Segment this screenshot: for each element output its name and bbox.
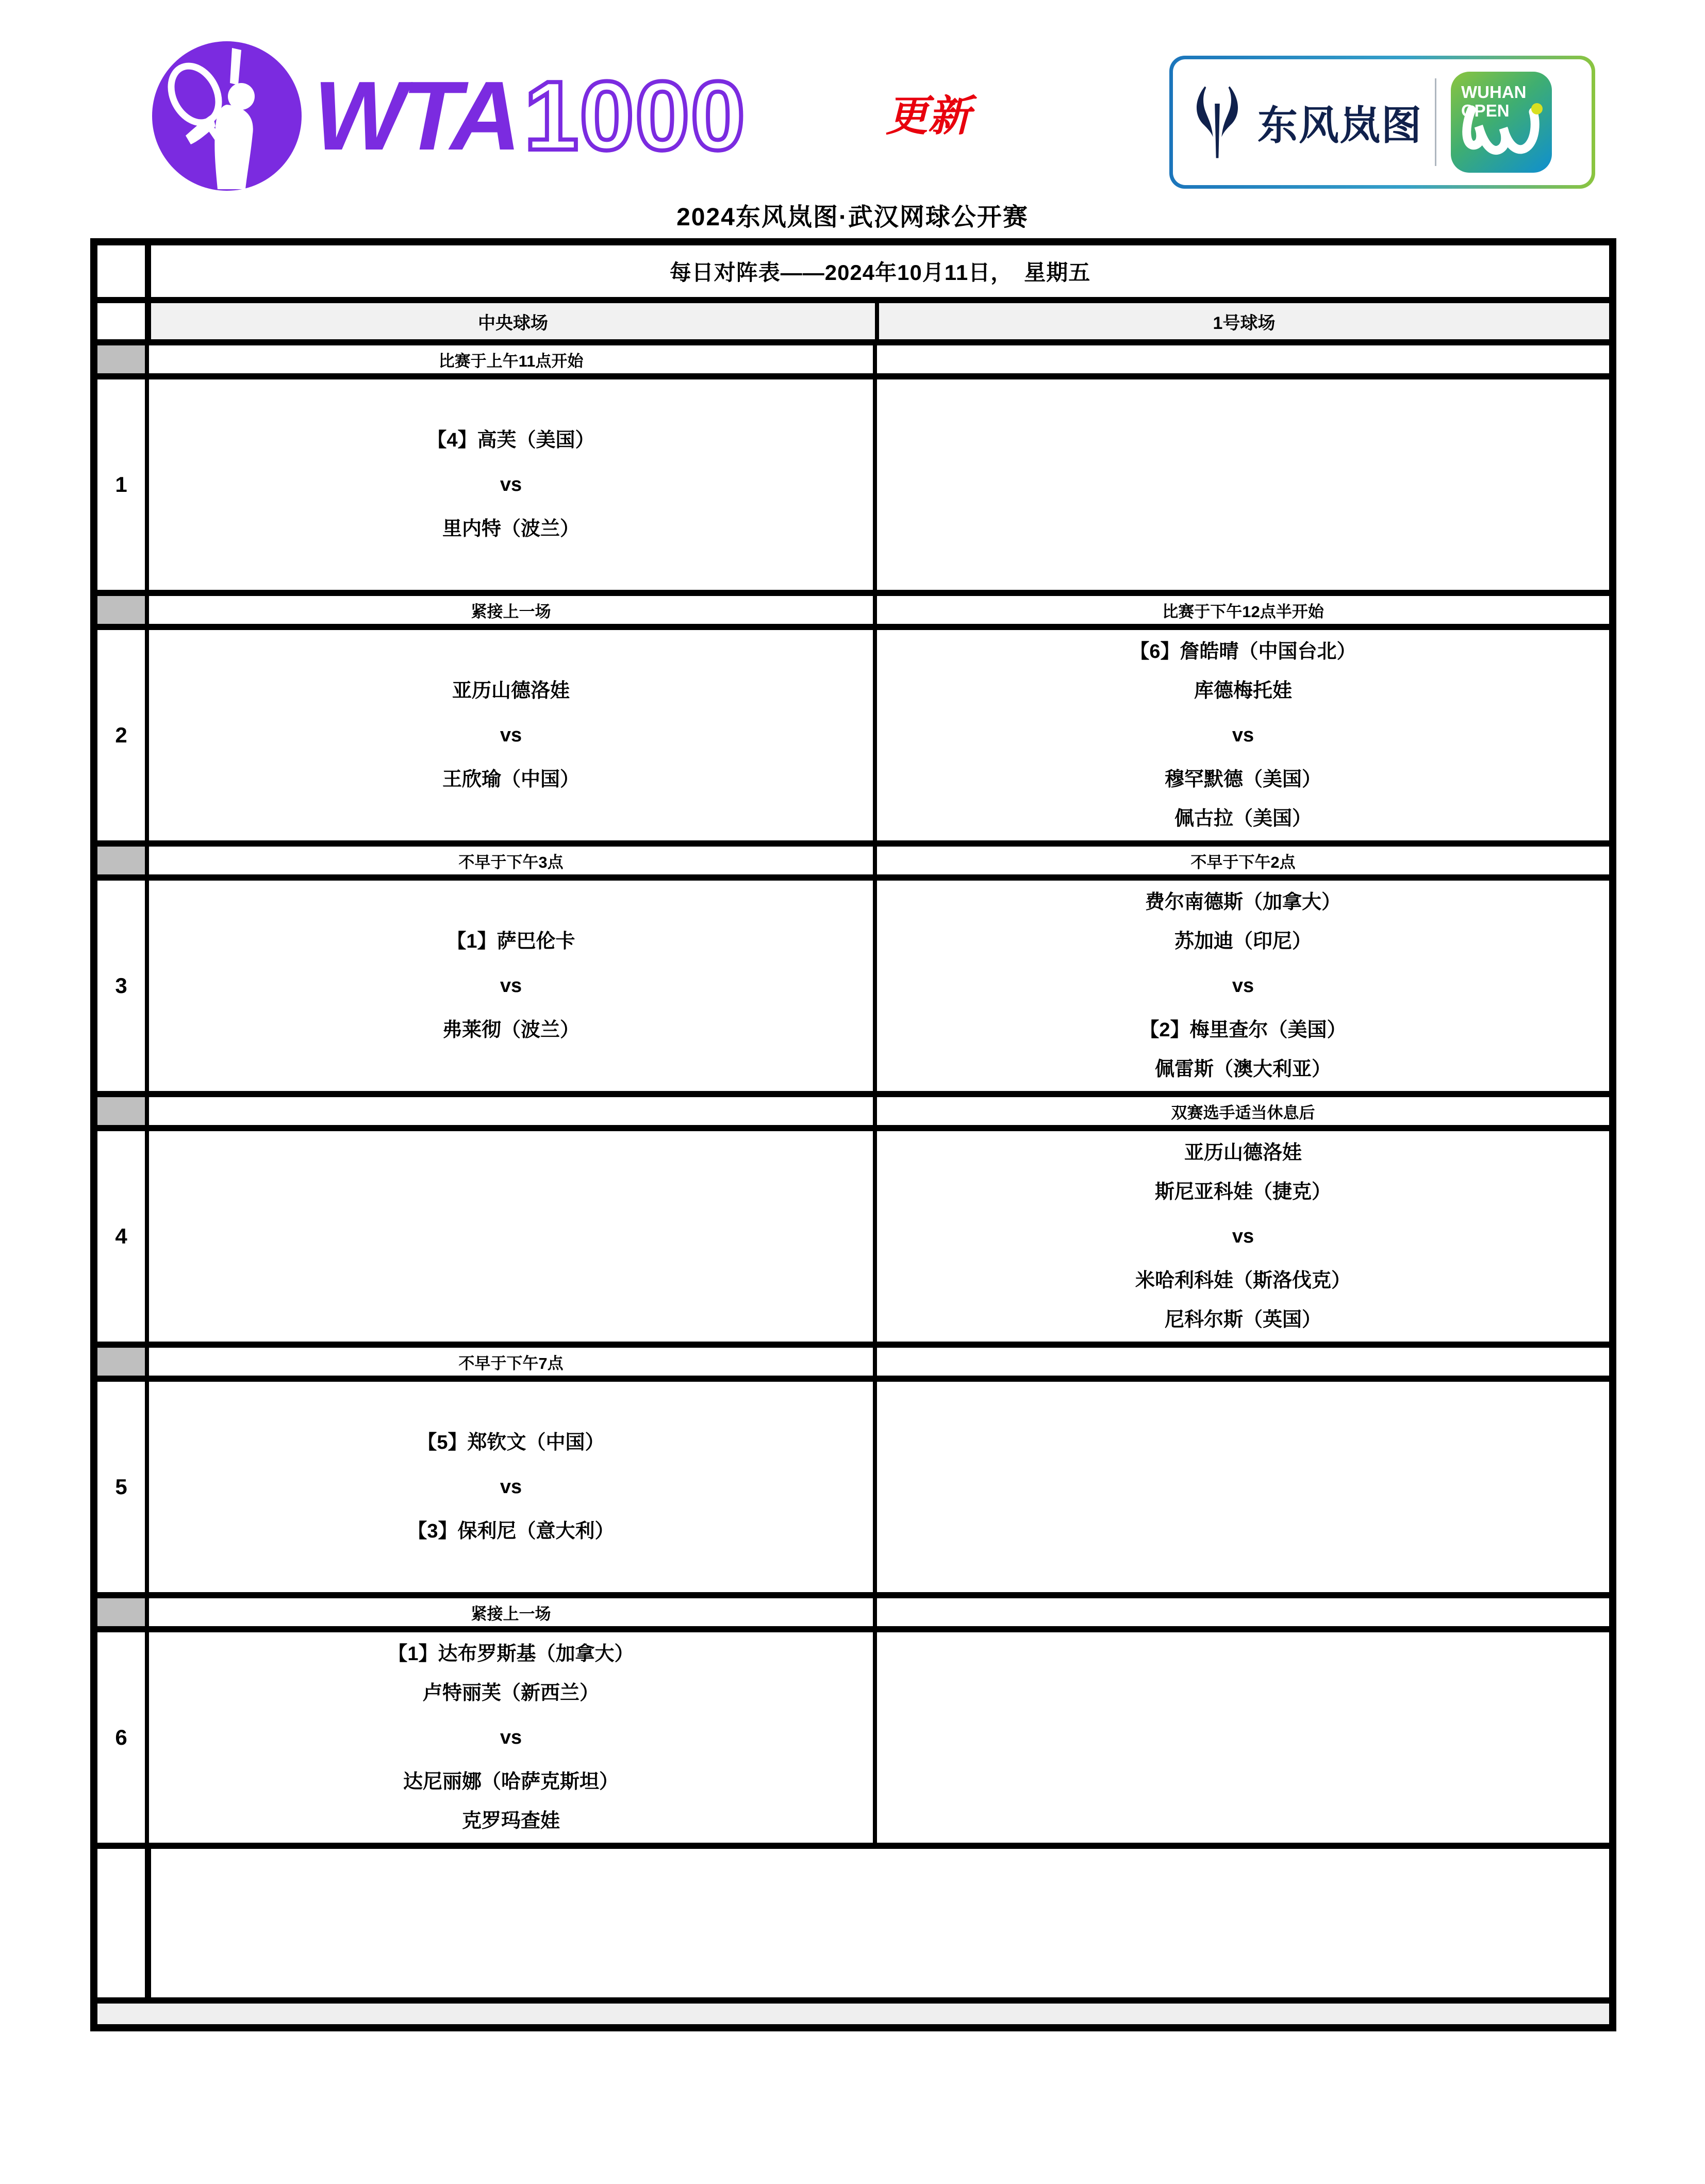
- match-row-2: [97, 624, 1609, 840]
- note-center-court: 不早于下午3点: [149, 847, 877, 874]
- note-center-court: 紧接上一场: [149, 1598, 877, 1626]
- table-banner-row: [97, 245, 1609, 297]
- col-header-center-court: 中央球场: [151, 303, 879, 339]
- court-header-row: [97, 297, 1609, 339]
- match-court-1: [877, 1382, 1609, 1592]
- wta-wordmark: WTA: [313, 61, 517, 171]
- note-num-cell: [97, 345, 149, 373]
- tournament-title: 2024东风岚图·武汉网球公开赛: [676, 204, 1029, 231]
- note-num-cell: [97, 847, 149, 874]
- note-court-1: 比赛于下午12点半开始: [1162, 602, 1324, 621]
- match-number: 3: [97, 881, 149, 1091]
- match-row-1: [97, 373, 1609, 590]
- match-center-court: 【4】高芙（美国） vs 里内特（波兰）: [149, 379, 877, 590]
- empty-row: [97, 1843, 1609, 1997]
- note-row-3: [97, 840, 1609, 874]
- match-court-1: 费尔南德斯（加拿大） 苏加迪（印尼） vs 【2】梅里查尔（美国） 佩雷斯（澳大利亚）: [1139, 891, 1347, 1080]
- match-number: 6: [97, 1632, 149, 1843]
- note-court-1: 不早于下午2点: [1190, 853, 1296, 871]
- footer-gray-strip: [97, 1997, 1609, 2024]
- match-center-court: 【1】达布罗斯基（加拿大） 卢特丽芙（新西兰） vs 达尼丽娜（哈萨克斯坦） 克罗玛查娃: [149, 1632, 877, 1843]
- match-row-5: [97, 1376, 1609, 1592]
- wta-1000-wordmark: 1000: [524, 61, 747, 171]
- match-court-1: [877, 379, 1609, 590]
- voyah-wordmark: 东风岚图: [1257, 103, 1423, 148]
- match-center-court: [149, 1131, 877, 1342]
- note-center-court: [149, 1097, 877, 1125]
- voyah-antler-icon: [1186, 84, 1248, 161]
- note-center-court: 不早于下午7点: [149, 1348, 877, 1376]
- order-of-play-table: [90, 238, 1616, 2031]
- wuhan-open-badge: [1451, 72, 1552, 173]
- note-num-cell: [97, 1348, 149, 1376]
- note-num-cell: [97, 1097, 149, 1125]
- match-court-1: 亚历山德洛娃 斯尼亚科娃（捷克） vs 米哈利科娃（斯洛伐克） 尼科尔斯（英国）: [1135, 1142, 1351, 1331]
- wuhan-open-wordmark: WUHAN OPEN: [1461, 82, 1527, 120]
- date-banner: 每日对阵表——2024年10月11日， 星期五: [669, 260, 1091, 285]
- note-court-1: [877, 345, 1609, 373]
- match-center-court: 【5】郑钦文（中国） vs 【3】保利尼（意大利）: [149, 1382, 877, 1592]
- note-court-1: [877, 1598, 1609, 1626]
- match-court-1: 【6】詹皓晴（中国台北） 库德梅托娃 vs 穆罕默德（美国） 佩古拉（美国）: [1130, 641, 1356, 830]
- match-row-4: [97, 1125, 1609, 1342]
- match-number: 5: [97, 1382, 149, 1592]
- wuhan-open-w-icon: [1456, 101, 1547, 173]
- num-header-cell: [97, 245, 151, 297]
- note-row-5: [97, 1342, 1609, 1376]
- match-number: 4: [97, 1131, 149, 1342]
- note-row-4: [97, 1091, 1609, 1125]
- match-center-court: 亚历山德洛娃 vs 王欣瑜（中国）: [149, 630, 877, 840]
- note-num-cell: [97, 596, 149, 624]
- note-center-court: 比赛于上午11点开始: [149, 345, 877, 373]
- note-center-court: 紧接上一场: [149, 596, 877, 624]
- sponsor-lockup: [1169, 56, 1595, 189]
- note-court-1: [877, 1348, 1609, 1376]
- voyah-logo: [1186, 84, 1422, 161]
- match-court-1: [877, 1632, 1609, 1843]
- note-row-6: [97, 1592, 1609, 1626]
- match-center-court: 【1】萨巴伦卡 vs 弗莱彻（波兰）: [149, 881, 877, 1091]
- col-header-court-1: 1号球场: [879, 303, 1609, 339]
- wta-player-icon: [150, 39, 304, 193]
- match-number: 1: [97, 379, 149, 590]
- match-number: 2: [97, 630, 149, 840]
- lockup-divider: [1435, 78, 1436, 166]
- note-court-1: 双赛选手适当休息后: [1171, 1103, 1315, 1122]
- note-row-1: [97, 339, 1609, 373]
- update-stamp: 更新: [886, 93, 970, 140]
- wta1000-logo: [150, 36, 746, 196]
- note-row-2: [97, 590, 1609, 624]
- note-num-cell: [97, 1598, 149, 1626]
- match-row-6: [97, 1626, 1609, 1843]
- match-row-3: [97, 874, 1609, 1091]
